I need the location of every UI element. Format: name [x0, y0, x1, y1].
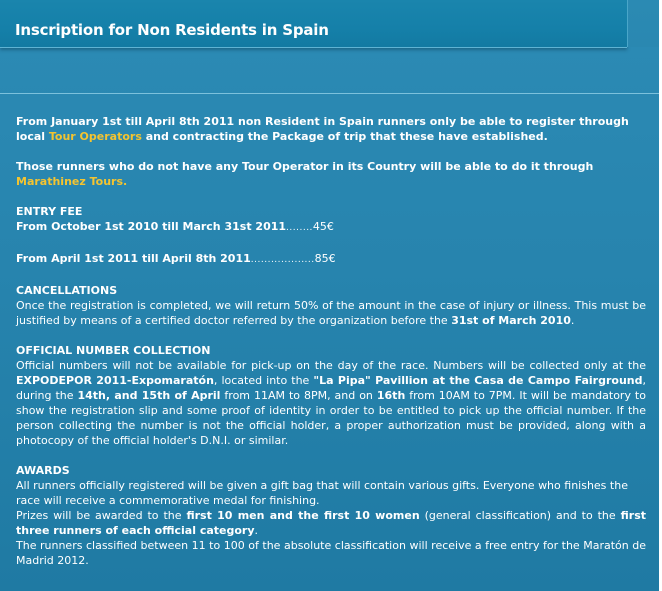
entry-fee-price-1: 45€ — [312, 220, 334, 233]
awards-paragraph-3: The runners classified between 11 to 100 of the absolute classification will receive a free entry for the Maratón de Madrid 2012. — [16, 539, 646, 567]
tour-operators-link[interactable]: Tour Operators — [48, 130, 142, 143]
entry-fee-heading: ENTRY FEE — [16, 205, 83, 218]
entry-fee-row-1: From October 1st 2010 till March 31st 2011........45€ — [16, 220, 334, 233]
marathinez-tours-link[interactable]: Marathinez Tours. — [16, 175, 128, 188]
cancellations-heading: CANCELLATIONS — [16, 284, 118, 297]
awards-paragraph-2: Prizes will be awarded to the first 10 men and the first 10 women (general classification) and to the first three runners of each official category. — [16, 509, 647, 537]
awards-paragraph-1: All runners officially registered will be given a gift bag that will contain various gifts. Everyone who finishes the race will receive a commemorative medal for finishing. — [16, 479, 628, 507]
intro-paragraph-2: Those runners who do not have any Tour Operator in its Country will be able to do it through Marathinez Tours. — [16, 160, 594, 188]
collection-text: Official numbers will not be available for pick-up on the day of the race. Numbers will be collected only at the EXPODEPOR 2011-Expomaratón, located into the "La Pipa" Pavillion at the Casa de Campo Fairground, during the 14th, and 15th of April from 11AM to 8PM, and on 16th from 10AM to 7PM. It will be mandatory to show the registration slip and some proof of identity in order to be entitled to pick up the official number. If the person collecting the number is not the official holder, a proper authorization must be provided, along with a photocopy of the official holder's D.N.I. or similar. — [16, 359, 646, 447]
main-content — [16, 114, 646, 568]
intro-paragraph-1: From January 1st till April 8th 2011 non Resident in Spain runners only be able to register through local Tour Operators and contracting the Package of trip that these have established. — [16, 115, 629, 143]
cancellations-text: Once the registration is completed, we will return 50% of the amount in the case of injury or illness. This must be justified by means of a certified doctor referred by the organization before the 31st of March 2010. — [16, 299, 646, 327]
entry-fee-row-2: From April 1st 2011 till April 8th 2011...................85€ — [16, 252, 336, 265]
page-title: Inscription for Non Residents in Spain — [15, 21, 329, 39]
collection-heading: OFFICIAL NUMBER COLLECTION — [16, 344, 211, 357]
entry-fee-price-2: 85€ — [314, 252, 336, 265]
header-bar — [0, 0, 627, 48]
awards-heading: AWARDS — [16, 464, 70, 477]
header-divider — [0, 93, 659, 94]
header-side-panel — [627, 0, 660, 47]
